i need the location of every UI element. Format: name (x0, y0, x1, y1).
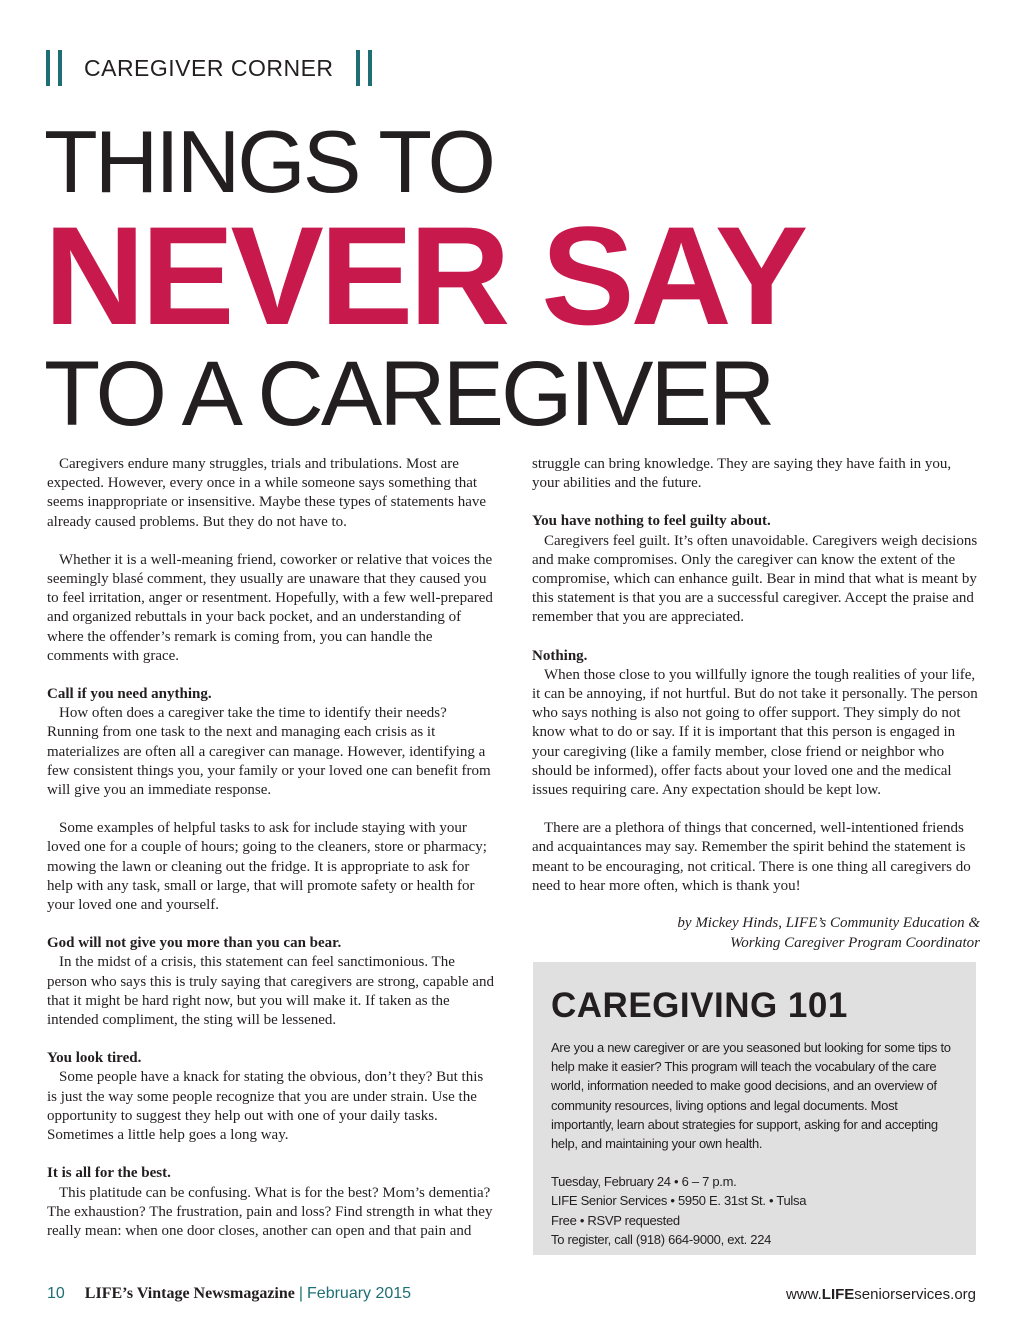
author-byline (532, 914, 980, 953)
sidebar-description: Are you a new caregiver or are you seasoned but looking for some tips to help make it easier? This program will teach the vocabulary of the care world, information needed to make good decisions, and an overview of community resources, living options and legal documents. Most importantly, learn about strategies for support, asking for and accepting help, and maintaining your own health. (551, 1040, 951, 1152)
left-bars-decoration (46, 50, 62, 86)
body-paragraph: There are a plethora of things that concerned, well-intentioned friends and acquaintances may say. Remember the spirit behind the statement is meant to be encouraging, not critical. There is one thing all caregivers do need to hear more often, which is thank you! (532, 820, 971, 894)
event-location: LIFE Senior Services • 5950 E. 31st St. • Tulsa (551, 1193, 807, 1209)
right-bars-decoration (356, 50, 372, 86)
intro-paragraph: Caregivers endure many struggles, trials and tribulations. Most are expected. However, every once in a while someone says something that seems inappropriate or insensitive. Maybe these types of statements have already caused problems. But they do not have to. (47, 456, 487, 530)
url-suffix: seniorservices.org (854, 1286, 976, 1303)
section-heading: You have nothing to feel guilty about. (532, 513, 771, 530)
body-paragraph: This platitude can be confusing. What is for the best? Mom’s dementia? The exhaustion? The frustration, pain and loss? Find strength in what they really mean: when one door closes, another can open and that pain and (47, 1184, 493, 1239)
headline-line-2: NEVER SAY (44, 197, 805, 354)
section-heading: You look tired. (47, 1050, 142, 1067)
byline-line: Working Caregiver Program Coordinator (730, 934, 980, 951)
event-cost: Free • RSVP requested (551, 1212, 680, 1228)
body-paragraph: Some examples of helpful tasks to ask for include staying with your loved one for a couple of hours; going to the cleaners, store or pharmacy; mowing the lawn or cleaning out the fridge. It is appropriate to ask for help with any task, small or large, that will promote safety or health for your loved one and yourself. (47, 820, 487, 914)
headline-line-3: TO A CAREGIVER (44, 343, 773, 445)
event-date: Tuesday, February 24 • 6 – 7 p.m. (551, 1174, 737, 1190)
headline-line-1: THINGS TO (44, 112, 493, 211)
section-label (46, 48, 372, 88)
body-paragraph: Some people have a knack for stating the obvious, don’t they? But this is just the way some people recognize that you are under strain. Use the opportunity to suggest they help out with one of your daily tasks. Sometimes a little help goes a long way. (47, 1069, 484, 1144)
event-register: To register, call (918) 664-9000, ext. 224 (551, 1231, 772, 1247)
issue-date: February 2015 (307, 1285, 412, 1302)
article-column-left (47, 455, 495, 1241)
magazine-name: LIFE’s Vintage Newsmagazine (84, 1285, 295, 1302)
url-bold: LIFE (821, 1286, 855, 1303)
intro-paragraph: Whether it is a well-meaning friend, coworker or relative that voices the seemingly blasé comment, they usually are unaware that they caused you to feel irritation, anger or resentment. Hopefully, with a few well-prepared and organized rebuttals in your back pocket, and an understanding of where the offender’s remark is coming from, you can handle the comments with grace. (47, 551, 493, 664)
body-paragraph: When those close to you willfully ignore the tough realities of your life, it can be annoying, if not hurtful. But do not take it personally. The person who says nothing is also not going to offer support. They simply do not know what to do or say. If it is important that this person is engaged in your caregiving (like a family member, close friend or neighbor who should be informed), offer facts about your loved one and the medical issues requiring care. Any expectation should be kept low. (532, 666, 978, 799)
section-heading: Call if you need anything. (47, 686, 212, 703)
byline-line: by Mickey Hinds, LIFE’s Community Education & (677, 915, 980, 932)
sidebar-title: CAREGIVING 101 (551, 986, 848, 1025)
website-url (786, 1284, 976, 1306)
body-paragraph: How often does a caregiver take the time to identify their needs? Running from one task to the next and managing each crisis as it materializes are often all a caregiver can manage. However, identifying a few consistent things you, your family or your loved one can benefit from will give you an immediate response. (47, 705, 491, 799)
page-number: 10 (47, 1285, 65, 1302)
section-title: CAREGIVER CORNER (84, 54, 334, 81)
body-paragraph: In the midst of a crisis, this statement can feel sanctimonious. The person who says this is truly saying that caregivers are strong, capable and that it might be hard right now, but you will make it. If taken as the intended compliment, the sting will be lessened. (47, 954, 494, 1029)
section-heading: God will not give you more than you can bear. (47, 935, 342, 952)
continued-paragraph: struggle can bring knowledge. They are saying they have faith in you, your abilities and the future. (532, 456, 952, 492)
footer-left (47, 1283, 411, 1305)
section-heading: Nothing. (532, 647, 588, 664)
url-prefix: www. (785, 1286, 822, 1303)
event-details (551, 1172, 958, 1249)
caregiving-101-sidebar (533, 962, 976, 1255)
article-column-right (532, 455, 980, 953)
body-paragraph: Caregivers feel guilt. It’s often unavoidable. Caregivers weigh decisions and make compromises. Only the caregiver can know the extent of the compromise, which can enhance guilt. Bear in mind that what is meant by this statement is that you are a successful caregiver. Accept the praise and remember that you are appreciated. (532, 532, 978, 626)
section-heading: It is all for the best. (47, 1165, 171, 1182)
footer-separator: | (298, 1285, 304, 1302)
